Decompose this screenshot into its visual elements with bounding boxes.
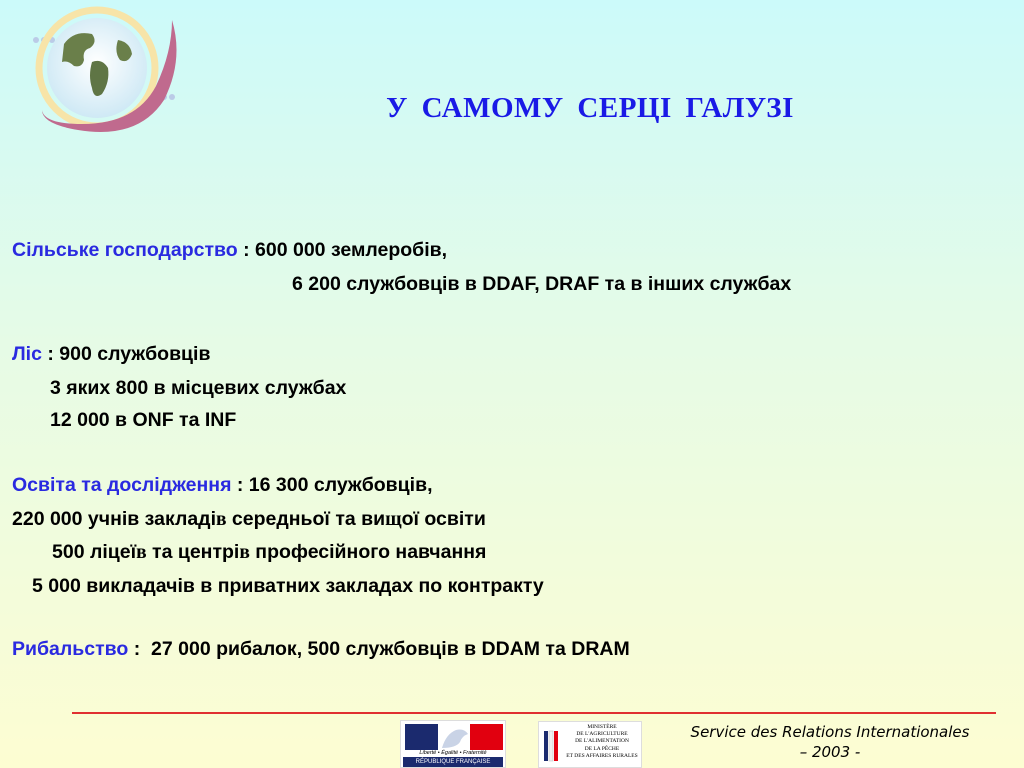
education-lyceums-fragment-yi: ї (130, 541, 137, 563)
education-students-rest: середньої та ви (226, 508, 386, 530)
education-line-3 (52, 541, 486, 564)
education-vocational: професійного навчання (249, 541, 487, 563)
education-students: 220 000 учнів заклад (12, 508, 211, 530)
agriculture-line-1 (12, 239, 447, 262)
republique-francaise-logo (400, 720, 506, 768)
forest-line-2: 3 яких 800 в місцевих службах (50, 377, 347, 399)
fishing-details: : 27 000 рибалок, 500 службовців в DDAM та DRAM (128, 638, 630, 660)
slide-title: У САМОМУ СЕРЦІ ГАЛУЗІ (386, 92, 794, 124)
education-students-fragment-v: в (215, 509, 227, 530)
education-line-2 (12, 508, 486, 531)
footer (660, 722, 1000, 762)
education-label: Освіта та дослідження (12, 474, 232, 496)
agriculture-farmers: : 600 000 землеробів, (237, 239, 448, 261)
flag-republique-label: RÉPUBLIQUE FRANÇAISE (403, 757, 503, 767)
forest-line-1 (12, 343, 210, 366)
education-lyceums-fragment-v: в (136, 542, 147, 563)
forest-label: Ліс (12, 343, 42, 365)
ministry-line-1: MINISTÈRE (587, 724, 617, 730)
ministry-line-4: DE LA PÊCHE (584, 745, 620, 752)
ministry-line-5: ET DES AFFAIRES RURALES (566, 752, 638, 759)
footer-year: – 2003 - (799, 743, 861, 761)
footer-divider (72, 712, 996, 714)
footer-service: Service des Relations Internationales (690, 723, 970, 741)
forest-employees: : 900 службовців (41, 343, 211, 365)
fishing-label: Рибальство (12, 638, 129, 660)
ministry-text (561, 724, 643, 760)
ministry-line-3: DE L'ALIMENTATION (575, 738, 629, 745)
agriculture-label: Сільське господарство (12, 239, 238, 261)
education-employees: : 16 300 службовців, (231, 474, 433, 496)
flag-motto: Liberté • Égalité • Fraternité (419, 750, 487, 756)
education-line-4: 5 000 викладачів в приватних закладах по контракту (32, 575, 544, 597)
agriculture-line-2: 6 200 службовців в DDAF, DRAF та в інших службах (292, 273, 792, 295)
education-lyceums: 500 ліце (52, 541, 131, 563)
education-students-end: ої освіти (401, 508, 486, 530)
forest-line-3: 12 000 в ONF та INF (50, 409, 237, 431)
education-centres: та центр (146, 541, 234, 563)
education-centres-fragment-i: і (233, 541, 240, 563)
ministry-emblem-icon (543, 730, 559, 762)
french-flag-icon (405, 724, 503, 750)
education-line-1 (12, 474, 432, 497)
education-students-fragment-shch: щ (385, 509, 402, 530)
ministry-logo (538, 721, 642, 768)
ministry-line-2: DE L'AGRICULTURE (576, 731, 628, 738)
education-centres-fragment-v: в (239, 542, 250, 563)
fishing-line (12, 638, 630, 661)
education-students-fragment-i: і (210, 508, 216, 530)
